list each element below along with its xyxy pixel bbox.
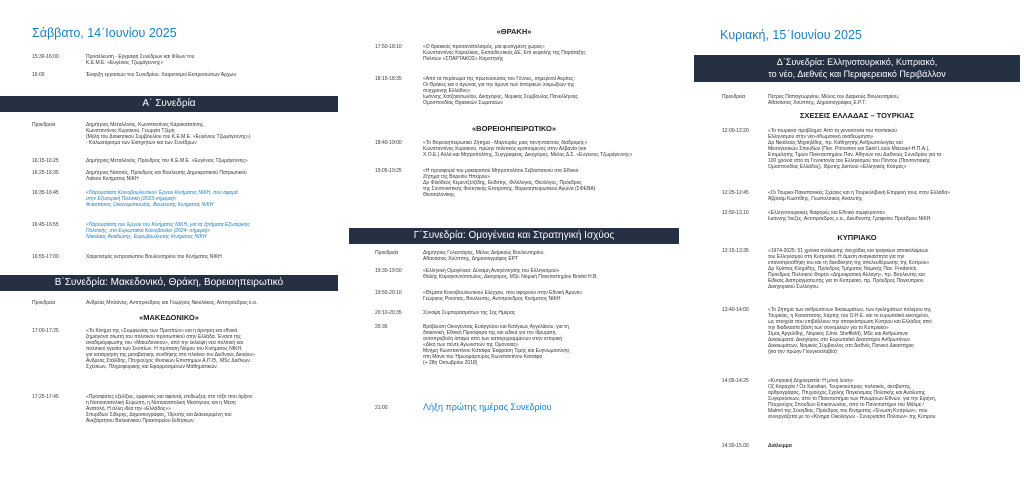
schedule-row: [345, 290, 683, 302]
schedule-time: 17:50-18:10: [375, 44, 402, 50]
schedule-row: [690, 190, 1024, 202]
schedule-time: 16:15-16:25: [32, 158, 59, 164]
thrace-subheading: «ΘΡΑΚΗ»: [496, 27, 532, 36]
session-b-bar: Β΄Συνεδρία: Μακεδονικό, Θράκη, Βορειοηπειρωτικό: [0, 275, 338, 291]
saturday-title: Σάββατο, 14ˊΙουνίου 2025: [32, 26, 177, 40]
schedule-row: [0, 170, 338, 182]
schedule-description: «Θέματα Κοινοβουλευτικού Ελέγχου, που αφορούν στην Εθνική Άμυνα» Γεώργιος Ρούντας, Βουλευτής, Αντιπρόεδρος Κινήματος ΝΙΚΗ: [423, 290, 583, 302]
schedule-time: Προεδρεία: [722, 94, 746, 100]
schedule-row: [690, 248, 1024, 290]
schedule-row: [0, 158, 338, 162]
schedule-description: Έναρξη εργασιών του Συνεδρίου. Χαιρετισμοί Εκπροσώπων Άρχων.: [86, 72, 238, 78]
schedule-time: 17:25-17:45: [32, 394, 59, 400]
schedule-time: 13:40-14:00: [722, 307, 749, 313]
schedule-row: [0, 394, 338, 424]
schedule-time: 12:50-13.10: [722, 210, 749, 216]
schedule-time: 12:25-12:45: [722, 190, 749, 196]
schedule-description: Δημήτριος Γελαντάρης, Μέλος Διαρκούς Βουλευτηρίου, Αθανάσιος Χούππης, Δημοσιογράφος ΕΡΤ: [423, 250, 545, 262]
schedule-description: «Ο θρακικός προσανατολισμός, μια φυσιγμένη χώρας» Κωνσταντίνος Καραλίκας, Εκπαιδευτικός ΔΕ, Επί κεφαλής της Παράταξης Πολιτών «ΣΠΑΡΤΑΚΟΣ» Κομοτηνής: [423, 44, 586, 62]
schedule-row: [345, 140, 683, 158]
schedule-description: Δημήτριος Μεταλλινός, Κωνσταντίνος Καρακατσάνης, Κωνσταντίνος Κυριακού, Γεωργία Τζέμη (Μέλη του Διοικητικού Συμβουλίου του Κ.Ε.Μ.Ε. «Ευγένιος Τζωμάγεννης») - Καλωσόρισμα των Εισηγητών και των Συνέδρων: [86, 122, 251, 146]
session-d-bar: Δ΄Συνεδρία: Ελληνοτουρκικό, Κυπριακό, το νέο, Διεθνές και Περιφερειακό Περιβάλλον: [694, 55, 1020, 82]
schedule-description: Δημήτριος Μεταλλινός, Πρόεδρος του Κ.Ε.Μ.Ε. «Ευγένιος Τζωμάγεννης»: [86, 158, 248, 164]
schedule-row: [0, 190, 338, 208]
schedule-description: Σύνοψη Συμπερασμάτων της 1ης Ημέρας: [423, 310, 516, 316]
schedule-time: Προεδρεία: [32, 122, 56, 128]
schedule-time: 19:55-20:10: [375, 290, 402, 296]
schedule-description: «1974-2025: 51 χρόνια ανάλωσης άνεχάδας και τραγικών αποκαλύψεων του Ελληνισμού στη Κυπριακό. Η άμεση αναγκαιότητα για την επαναπροσθήκη του και τη διεκδίκηση της απελευθέρωσης της Κύπρου» Δρ Χρίστος Κληρίδης, Πρόεδρος Τμήματος Νομικής Παν. Frederick, Πρόεδρος Πολιτικού Φορέα «Δημοκρατική Αλλαγή», πρ. Βουλευτής και Είδικός Διαπραγματευτής για το Κυπριακό, πρ. Πρόεδρος Παγκύπριου Δικηγορικού Συλλόγου.: [768, 248, 930, 290]
schedule-time: 16:35-16:45: [32, 190, 59, 196]
schedule-row: [690, 307, 1024, 355]
schedule-description: Χαιρετισμός εκπροσώπου Βουλευτηρίου του Κινήματος ΝΙΚΗ: [86, 254, 222, 260]
schedule-row: [345, 310, 683, 314]
schedule-description: «Οι Τουρκο-Πακιστανικές Σχέσεις και η Τουρκολιβυκή Επιρροή τους στην Ελλάδα» Άβραάμ Κωστίδης, Γεωπολιτικός Αναλυτής: [768, 190, 951, 202]
schedule-description: «Από τα περίσωμα της πρωτεύουσας του Γένους, σημερινοί Ακρίτες: Οι Θράκες και ο άγώνας για την άμυνα των Ιστορικών λοιμωξιών της σύγχρονης Ελλάδος» Ιωάννης Χατζηαντωνίου, Δικηγόρος, Νομικός Σύμβουλος Πανελλήνιας Ομοσπονδίας Θρακικών Σωματείων: [423, 76, 578, 106]
day-end-text: Λήξη πρώτης ημέρας Συνεδρίου: [423, 402, 552, 412]
schedule-row: [0, 122, 338, 146]
schedule-row: [345, 250, 683, 262]
schedule-row: [345, 76, 683, 106]
schedule-row: [0, 54, 338, 66]
cyprus-subheading: ΚΥΠΡΙΑΚΟ: [837, 233, 877, 242]
schedule-row: [345, 324, 683, 366]
day-end-time: 21:00: [375, 405, 388, 411]
sunday-title: Κυριακή, 15ˊΙουνίου 2025: [720, 28, 862, 42]
schedule-description: «Το Βορειοηπειρωτικό Ζήτημα - Μαρτυρίες μιας πενηνταετούς διαδρομής» Κωνσταντίνος Κυριακού, πρώην πολιτικός κρατούμενος στην Αλβανία (και Χ.Ο.Ε.) Αλλά και Μητροπολίτης, Συγγραφέας, Δικηγόρος. Μέλος Δ.Σ. «Ευγένιος Τζωμάγεννης»: [423, 140, 633, 158]
schedule-row: [0, 222, 338, 240]
schedule-description: «Το Κίνημα της «Συμφωνίας των Πρεσπών» και η άρνηση και εθνικά ζημιογόνα σιωπή του πολιτικού προσωπικού στην Ελλάδα. Έναντι της αναδιμιόρφωσης του «Μακεδονικού», από την έκλειψη νέα πολιτική και πολιτικοί ηγεσία των Σκοπίων. Η πρόταση Νόμου του Κινήματος ΝΙΚΗ, για κατάργηση της μεταβατικής συνθήκης στο πλαίσιο του Διεθνούς Δικαίου» Ανδρέας Σταλίδης, Πτυχιούχος Φυσικών Επιστημών Α.Π.Θ., MSc Διεθνών Σχέσεων, Πληροφορικής και Εφαρμοσμένων Μαθηματικών.: [86, 328, 255, 370]
session-a-bar: Α΄ Συνεδρία: [0, 96, 338, 112]
schedule-row: [690, 210, 1024, 222]
schedule-row: [690, 128, 1024, 170]
schedule-description: Διάλειμμα: [768, 443, 792, 449]
schedule-time: 20:10-20:35: [375, 310, 402, 316]
schedule-description: «Το τουρκικό πρόβλημα: Από τη γενοκτονία του ποντιακού Ελληνισμού στην νέο-οθωμανική αναθεώρηση» Δρ Νικόλαος Μιχαηλίδης, πρ. Καθηγητής Ανθρωπολογίας και Μεσογειακών Σπουδών (Παν. Princeton και Saint Louis Missouri-Η.Π.Α.), Επιμελητής Τιμών Πανεπιστημίου Παν. Αθηνών του Διεθνούς Συνεδρίου για τα 100 χρόνια από τη Γενοκτονία του Ελληνισμού του Πόντου (Παντοντιακής Ομοσπονδίας Ελλάδος), Ιδρυτής Δικτύου «Ελληνικός Κόσμος»: [768, 128, 942, 170]
schedule-row: [690, 94, 1024, 106]
schedule-row: [690, 378, 1024, 420]
schedule-description: Δημήτριος Νατσιός, Πρόεδρος και Βουλευτής Δημοκρατικού Πατριωτικού Λαϊκού Κινήματος ΝΙΚΗ: [86, 170, 247, 182]
schedule-time: 16:25-16:35: [32, 170, 59, 176]
schedule-time: 14:30-15.00: [722, 443, 749, 449]
schedule-time: 16:00: [32, 72, 45, 78]
schedule-description: «Παρουσίαση Κοινοβουλευτικού Έργου Κινήματος ΝΙΚΗ, που αφορά στην Εξωτερική Πολιτική (2023-σήμερα)» Αναστάσιος Οικονομόπουλος, Βουλευτής Κινήματος ΝΙΚΗ: [86, 190, 238, 208]
schedule-description: «Κυπριακή Δημοκρατία: Η μόνη λύση» Οζ Καραχάν / Öz Karahan, Τουρκοκύπριος πολιτικός, άκτιβιστής, αρθρογράφος, Πτυχιούχος Σχολής Παγκόσμιας Πολιτικής και Ανάλυσης Συγκρούσεων, από το Πανεπιστήμιο των Ηνωμένων Εθνών, για την Ειρήνη, Πτυχιούχος Σπουδών Επικοινωνίας, από το Πανεπιστήμιο του Μάλμε / Malmö της Σουηδίας, Πρόεδρος του Κινήματος «Ένωση Κυπρίων», που συνεργάζεται με το «Κίνημα Οικολόγων - Συνεργασία Πολιτών» της Κύπρου: [768, 378, 937, 420]
schedule-time: 19:05-19:25: [375, 168, 402, 174]
sunday-column: [690, 0, 1024, 483]
schedule-time: 19:30-19:50: [375, 268, 402, 274]
schedule-time: 16:55-17:00: [32, 254, 59, 260]
schedule-description: Πέτρος Παπαγεωργίου, Μέλος του Διαρκούς Βουλευτηρίου, Αθανάσιος Χούππης, Δημοσιογράφος Ε.Ρ.Τ.: [768, 94, 900, 106]
session-c-bar: Γ΄Συνεδρία: Ομογένεια και Στρατηγική Ισχύος: [349, 228, 679, 244]
schedule-description: Βράβευση Οικογένειας Ευάγγελου και Κατίγκως Αγγελάκου, για τη διακονική, Εθνική Προσφορά της και ειδικά για την ίδρυματη, αυτοπροβολή ίσταμα από των καταγεγραμμένων στην ιστορική «Δίκη των πέντε Αγωνιστών της Ομόνοιας» Μνήμη Κωνσταντίνου Κατσίφα Έκφραση Τιμής και Ευγνωμοσύνης στη Μάνα του Ήρωομάρτυρος Κωνσταντίνου Κατσίφα (+ 28η Οκτωβρίου 2018): [423, 324, 570, 366]
saturday-column: [0, 0, 338, 483]
schedule-description: «Η προσφορά του μακαριστού Μητροπολίτου Σεβαστιανού στο Εθνικό Ζήτημα της Βορείου Ηπείρου» Δρ Φιλόθεος Κεμεντζετζίδης, Εκδότης, Φιλόλογος, Θεολόγος, Πρόεδρος της Συντονιστικής Φοιτητικής Επιτροπής, Βορειοηπειρωτικού Αγώνα (ΣΦΕΒΑ) Θεσσαλονίκης: [423, 168, 596, 198]
schedule-description: «Ελληνική Ομογένεια: Δύναμη Αναγέννησης του Ελληνισμού» Θαλής Καραγιαννόπουλος, Δικηγόρος, MSc Νομική Πανεπιστημίου Bristol Η.Β.: [423, 268, 598, 280]
schedule-row: [345, 44, 683, 62]
schedule-time: 15:30-16:00: [32, 54, 59, 60]
schedule-row: [345, 168, 683, 198]
macedonian-subheading: «ΜΑΚΕΔΟΝΙΚΟ»: [139, 313, 199, 322]
schedule-time: 20:35: [375, 324, 388, 330]
schedule-row: [345, 268, 683, 280]
schedule-description: Ανδρέας Μπλάνος, Αντιπρόεδρος και Γεώργιος Νικολάκος, Αντιπρόεδρος κ.α.: [86, 300, 258, 306]
schedule-time: 18:40-19:00: [375, 140, 402, 146]
schedule-row: [690, 443, 1024, 447]
schedule-row: [0, 72, 338, 76]
schedule-description: «Το Ζήτημα των ανθρώπινων δικαιωμάτων, των έγκλημάτων πολέμου της Τουρκίας, η Καταστασης Χάρτης του Ο.Η.Ε. και το ευρωπαϊκό κεκτημένο, ως στοιχεία που επιβάλλουν την απαγκίστρωση Κύπρου και Ελλάδος από την διαδικασία βάση των συνομιλιών για το Κυπριακό» Σίμος Αγγελίδης, Νομικός (Univ. Sheffield), MSc και Ανθρώπινα Δικαιώματα, Δικηγόρος στο Ευρωπαϊκό Δικαστήριο Ανθρωπίνων Δικαιωμάτων, Νομικός Σύμβουλος στο Διεθνές Ποινικό Δικαστήριο (για την πρώην Γιουγκοσλαβία): [768, 307, 932, 355]
schedule-description: Προσέλευση - Εγγραφή Συνέδρων και Φίλων του Κ.Ε.Μ.Ε. «Ευγένιος Τζωμάγεννης»: [86, 54, 195, 66]
schedule-row: [0, 328, 338, 370]
schedule-time: 17:00-17:25: [32, 328, 59, 334]
schedule-row: [0, 300, 338, 304]
schedule-time: Προεδρεία: [375, 250, 399, 256]
schedule-time: 12:00-12:20: [722, 128, 749, 134]
schedule-description: «Παρουσίαση του Έργου του Κινήματος ΝΙΚΗ, για τα ζητήματα Εξωτερικής Πολιτικής, στο Ευρωπαϊκό Κοινοβούλιο (2024- σήμερα)» Νικόλαος Αναδιώτης, Ευρωβουλευτής Κινήματος ΝΙΚΗ: [86, 222, 250, 240]
schedule-time: 13:15-13:35: [722, 248, 749, 254]
northern-epirus-subheading: «ΒΟΡΕΙΟΗΠΕΙΡΩΤΙΚΟ»: [471, 124, 557, 133]
schedule-description: «Πρόσφατες εξελίξεις, εμφανείς και αφανείς επιδιώξεις στο τόξο που άρξιον η Νοτιοανατολική Εύρώπη, η Νοτιοανατολική Μεσόγειος και η Μέση Ανατολή. Η άλλη ιδέα την «Ελλάδος»» Σπυρίδων Σιδέρης, Δημοσιογράφος, Ίδρυτής και Διακεκριμένη του Άνεξάρτητου Βαλκανικού Πρακτορείου Ειδήσεων: [86, 394, 253, 424]
schedule-time: Προεδρεία: [32, 300, 56, 306]
schedule-time: 16:45-16:55: [32, 222, 59, 228]
schedule-time: 14:05-14:25: [722, 378, 749, 384]
schedule-row: [0, 254, 338, 258]
greece-turkey-subheading: ΣΧΕΣΕΙΣ ΕΛΛΑΔΑΣ – ΤΟΥΡΚΙΑΣ: [799, 111, 915, 120]
saturday-evening-column: [345, 0, 683, 483]
schedule-description: «Ελληνοτουρκικές διαφορές και Εθνικά συμφέροντα» Ιωάννης Ίνεζές, Αντιπρόεδρος ε.α., Διευθυντής Γραφείου Προέδρου ΝΙΚΗ: [768, 210, 931, 222]
schedule-time: 18:15-18:35: [375, 76, 402, 82]
